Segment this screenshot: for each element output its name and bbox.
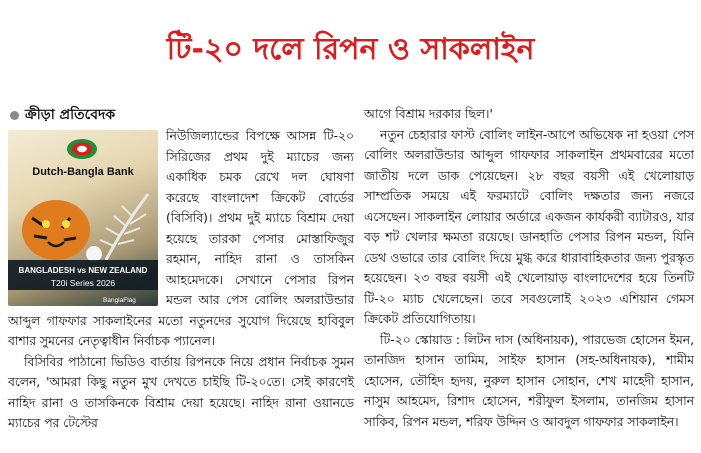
paragraph: নিউজিল্যান্ডের বিপক্ষে আসন্ন টি-২০ সিরিজের প্রথম দুই ম্যাচের জন্য একাধিক চমক রেখে দল ঘোষণা করেছে বাংলাদেশ ক্রিকেট বোর্ডের (বিসিবি)। প্রথম দুই ম্যাচে বিশ্রাম দেয়া হয়েছে তারকা পেসার মোস্তাফিজুর রহমান, নাহিদ রানা ও তাসকিন আহমেদকে। সেখানে পেসার রিপন মন্ডল আর পেস বোলিং অলরাউন্ডার আব্দুল গাফফার সাকলাইনের মতো নতুনদের সুযোগ দিয়েছে হাবিবুল বাশার সুমনের নেতৃত্বাধীন নির্বাচক প্যানেল। [8,129,354,348]
sponsor-text: BanglaFlag [103,297,136,304]
article-column-2 [364,104,694,448]
article-photo [8,130,158,306]
headline: টি-২০ দলে রিপন ও সাকলাইন [166,32,535,67]
bank-brand-text: Dutch-Bangla Bank [32,166,134,178]
bullet-icon [10,111,19,120]
byline-text: ক্রীড়া প্রতিবেদক [25,107,116,123]
article-column-1 [8,126,354,448]
paragraph: নতুন চেহারার ফাস্ট বোলিং লাইন-আপে অভিষেক না হওয়া পেস বোলিং অলরাউন্ডার আব্দুল গাফফার সাকলাইন প্রথমবারের মতো জাতীয় দলে ডাক পেয়েছেন। ২৮ বছর বয়সী এই খেলোয়াড় সাম্প্রতিক সময়ে এই ফরম্যাটে বোলিং দক্ষতার জন্য নজরে এসেছেন। সাকলাইন লোয়ার অর্ডারে একজন কার্যকরী ব্যাটারও, যার বড় শট খেলার ক্ষমতা রয়েছে। ডানহাতি পেসার রিপন মন্ডল, যিনি ডেথ ওভারে তার বোলিং দিয়ে মুগ্ধ করে ধারাবাহিকতার জন্য পুরস্কৃত হয়েছেন। ২৩ বছর বয়সী এই খেলোয়াড় বাংলাদেশের হয়ে তিনটি টি-২০ ম্যাচ খেলেছেন। তবে সবগুলোই ২০২৩ এশিয়ান গেমস ক্রিকেট প্রতিযোগিতায়। [364,127,694,326]
series-title: BANGLADESH vs NEW ZEALAND [18,266,148,275]
paragraph: আগে বিশ্রাম দরকার ছিল।' [364,107,493,121]
byline [10,105,350,125]
tiger-fern-graphic-icon [14,188,154,268]
bank-logo-icon [66,138,98,160]
paragraph: টি-২০ স্কোয়াড : লিটন দাস (অধিনায়ক), পারভেজ হোসেন ইমন, তানজিদ হাসান তামিম, সাইফ হাসান (সহ-অধিনায়ক), শামীম হোসেন, তৌহিদ হৃদয়, নুরুল হাসান সোহান, শেখ মাহেদী হাসান, নাসুম আহমেদ, রিশাদ হোসেন, শরীফুল ইসলাম, তানজিম হাসান সাকিব, রিপন মন্ডল, শরিফ উদ্দিন ও আবদুল গাফফার সাকলাইন। [364,332,694,429]
paragraph: বিসিবির পাঠানো ভিডিও বার্তায় রিপনকে নিয়ে প্রধান নির্বাচক সুমন বলেন, 'আমরা কিছু নতুন মুখ দেখতে চাইছি টি-২০তে। সেই কারণেই নাহিদ রানা ও তাসকিনকে বিশ্রাম দেয়া হয়েছে। নাহিদ রানা ওয়ানডে ম্যাচের পর টেস্টের [8,354,354,430]
series-subtitle: T20i Series 2026 [50,278,116,288]
